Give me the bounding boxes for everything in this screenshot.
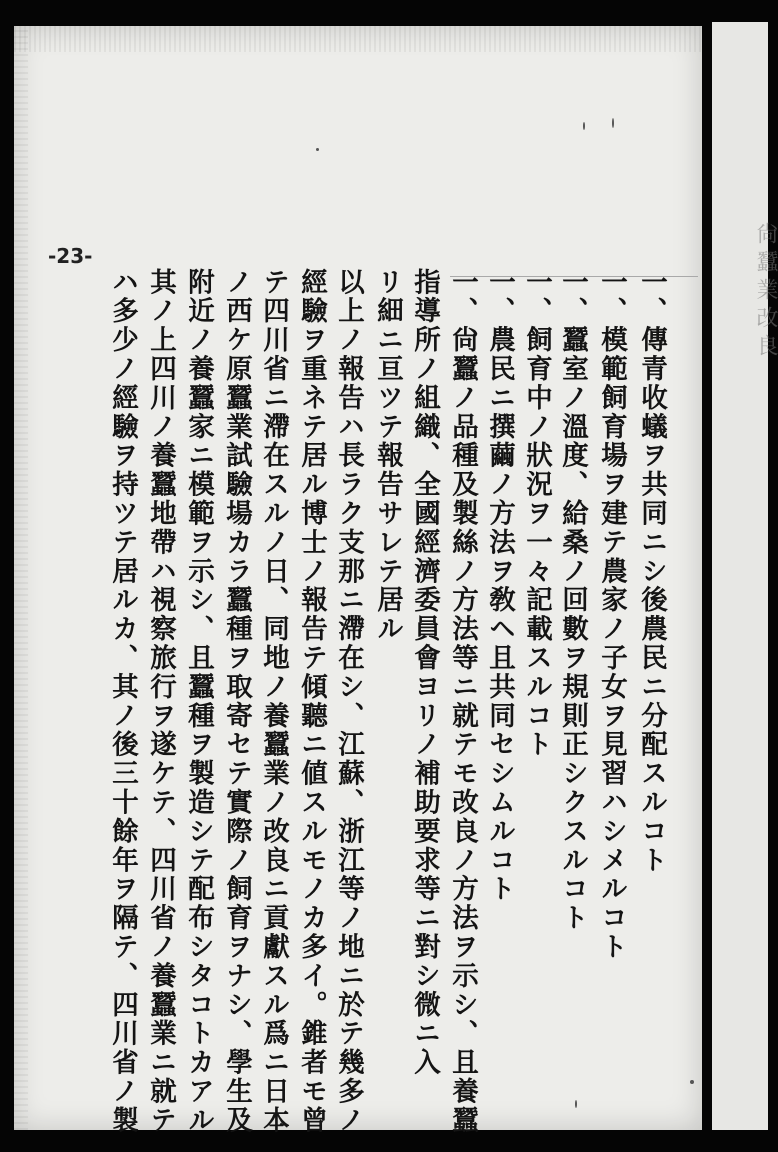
scan-edge-top	[14, 26, 702, 52]
text-column-1: 一、傳青收蟻ヲ共同ニシ後農民ニ分配スルコト	[636, 268, 667, 875]
scan-speck	[612, 118, 614, 128]
text-column-6: 一、尙蠶ノ品種及製絲ノ方法等ニ就テモ改良ノ方法ヲ示シ、且養蠶	[447, 268, 478, 1135]
text-column-12: ノ西ケ原蠶業試驗場カラ蠶種ヲ取寄セテ實際ノ飼育ヲナシ、學生及	[221, 268, 252, 1135]
facing-page-text: 尙蠶業改良	[753, 222, 778, 362]
text-column-2: 一、模範飼育場ヲ建テ農家ノ子女ヲ見習ハシメルコト	[596, 268, 627, 962]
scan-speck	[316, 148, 319, 151]
text-column-9: 以上ノ報告ハ長ラク支那ニ滯在シ、江蘇、浙江等ノ地ニ於テ幾多ノ	[333, 268, 364, 1135]
text-column-10: 經驗ヲ重ネテ居ル博士ノ報告テ傾聽ニ値スルモノカ多イ。錐者モ曾	[296, 268, 327, 1135]
text-column-3: 一、蠶室ノ溫度、給桑ノ回數ヲ規則正シクスルコト	[557, 268, 588, 933]
scan-speck	[690, 1080, 694, 1084]
text-column-11: テ四川省ニ滯在スルノ日、同地ノ養蠶業ノ改良ニ貢獻スル爲ニ日本	[258, 268, 289, 1135]
text-column-14: 其ノ上四川ノ養蠶地帶ハ視察旅行ヲ遂ケテ、四川省ノ養蠶業ニ就テ	[145, 268, 176, 1135]
text-column-15: ハ多少ノ經驗ヲ持ツテ居ルカ、其ノ後三十餘年ヲ隔テ、四川省ノ製	[107, 268, 138, 1135]
scan-edge-left	[14, 26, 28, 1130]
facing-page-edge	[712, 22, 778, 1130]
page-number: -23-	[48, 244, 93, 268]
text-column-7: 指導所ノ組織、全國經濟委員會ヨリノ補助要求等ニ對シ微ニ入	[409, 268, 440, 1078]
scan-speck	[575, 1100, 577, 1108]
scan-speck	[583, 122, 585, 130]
text-column-5: 一、農民ニ撰繭ノ方法ヲ敎ヘ且共同セシムルコト	[484, 268, 515, 904]
text-column-8: リ細ニ亘ツテ報告サレテ居ル	[372, 268, 403, 644]
text-column-13: 附近ノ養蠶家ニ模範ヲ示シ、且蠶種ヲ製造シテ配布シタコトカアル	[183, 268, 214, 1135]
text-column-4: 一、飼育中ノ狀況ヲ一々記載スルコト	[521, 268, 552, 760]
